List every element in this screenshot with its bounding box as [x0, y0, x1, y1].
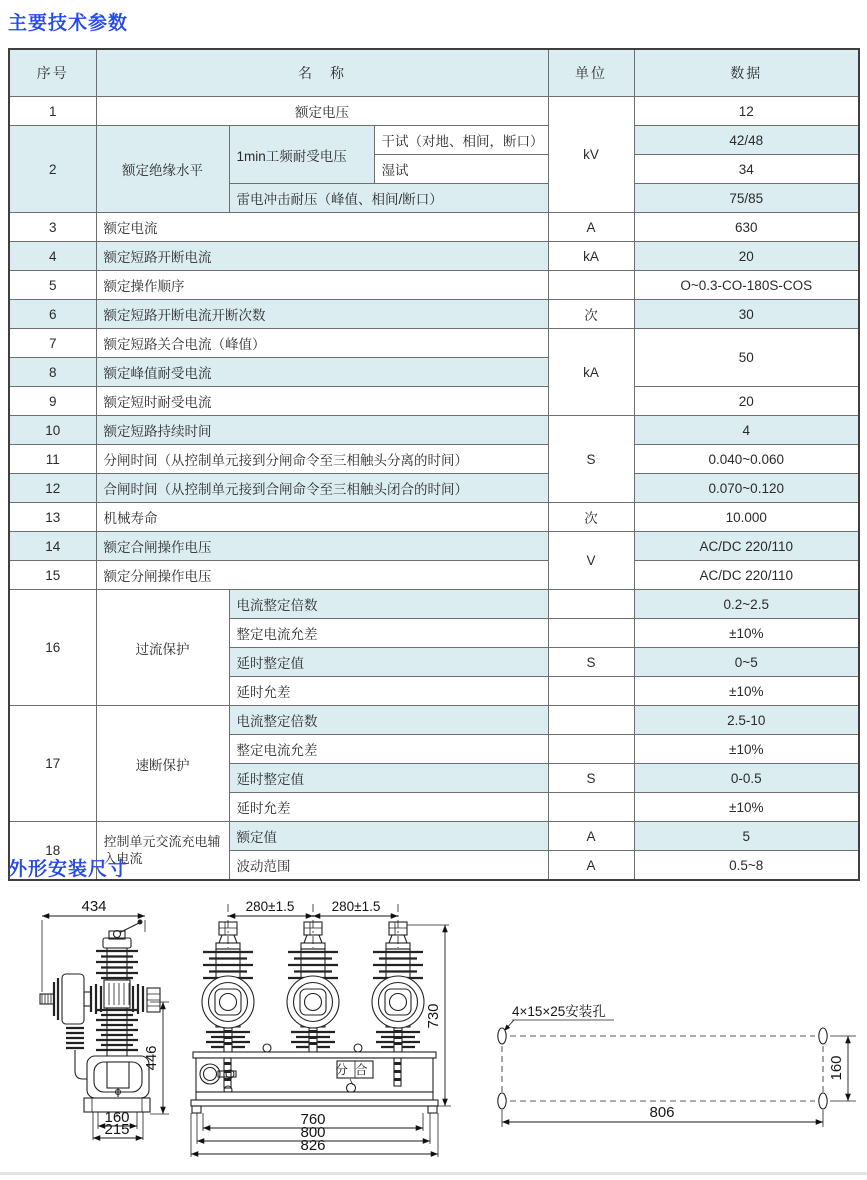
r16c-unit: S — [548, 648, 634, 677]
row-6 — [9, 300, 859, 329]
r13-data: 10.000 — [634, 503, 859, 532]
r17a-unit — [548, 706, 634, 735]
r8-name: 额定峰值耐受电流 — [96, 358, 548, 387]
r7-unit: kA — [548, 329, 634, 416]
mounting-dim-806: 806 — [649, 1104, 675, 1121]
r10-no: 10 — [9, 416, 96, 445]
r6-unit: 次 — [548, 300, 634, 329]
r17d-data: ±10% — [634, 793, 859, 822]
r12-data: 0.070~0.120 — [634, 474, 859, 503]
header-row — [9, 49, 859, 97]
r2-impulse-value: 75/85 — [634, 184, 859, 213]
r3-unit: A — [548, 213, 634, 242]
row-14 — [9, 532, 859, 561]
open-close-plate: 分合 — [335, 1063, 375, 1077]
r4-data: 20 — [634, 242, 859, 271]
r16c-name: 延时整定值 — [229, 648, 548, 677]
row-17a — [9, 706, 859, 735]
frame-housing — [191, 1044, 438, 1113]
r5-unit — [548, 271, 634, 300]
r14-unit: V — [548, 532, 634, 590]
page-title-parameters: 主要技术参数 — [8, 13, 129, 34]
r15-data: AC/DC 220/110 — [634, 561, 859, 590]
outline-dimension-drawings — [0, 890, 867, 1180]
page-title-dimensions: 外形安装尺寸 — [8, 859, 129, 880]
r10-name: 额定短路持续时间 — [96, 416, 548, 445]
r1-unit: kV — [548, 97, 634, 213]
row-10 — [9, 416, 859, 445]
r6-data: 30 — [634, 300, 859, 329]
front-dim-760: 760 — [300, 1111, 326, 1128]
r10-unit: S — [548, 416, 634, 503]
front-dim-800: 800 — [300, 1124, 326, 1141]
r16-no: 16 — [9, 590, 96, 706]
r18-no: 18 — [9, 822, 96, 881]
r2-dry-value: 42/48 — [634, 126, 859, 155]
r9-no: 9 — [9, 387, 96, 416]
r4-no: 4 — [9, 242, 96, 271]
r9-name: 额定短时耐受电流 — [96, 387, 548, 416]
r14-no: 14 — [9, 532, 96, 561]
r17d-unit — [548, 793, 634, 822]
side-view-drawing — [40, 898, 169, 1140]
r17b-name: 整定电流允差 — [229, 735, 548, 764]
side-dim-215: 215 — [104, 1121, 130, 1138]
side-dim-434: 434 — [81, 898, 107, 915]
r16-group: 过流保护 — [96, 590, 229, 706]
header-unit: 单位 — [548, 49, 634, 97]
r18a-unit: A — [548, 822, 634, 851]
r11-name: 分闸时间（从控制单元接到分闸命令至三相触头分离的时间） — [96, 445, 548, 474]
r2-wet-value: 34 — [634, 155, 859, 184]
row-15 — [9, 561, 859, 590]
r13-unit: 次 — [548, 503, 634, 532]
r16a-unit — [548, 590, 634, 619]
r5-name: 额定操作顺序 — [96, 271, 548, 300]
row-16a — [9, 590, 859, 619]
r17a-data: 2.5-10 — [634, 706, 859, 735]
r5-no: 5 — [9, 271, 96, 300]
row-3 — [9, 213, 859, 242]
page-bottom-divider — [0, 1172, 867, 1175]
r16d-name: 延时允差 — [229, 677, 548, 706]
r3-data: 630 — [634, 213, 859, 242]
r7-name: 额定短路关合电流（峰值） — [96, 329, 548, 358]
r11-no: 11 — [9, 445, 96, 474]
side-dim-446: 446 — [143, 1045, 160, 1071]
front-view-drawing — [191, 899, 451, 1157]
mounting-dim-160: 160 — [828, 1055, 845, 1081]
r17b-unit — [548, 735, 634, 764]
front-dim-826: 826 — [300, 1137, 326, 1154]
front-dim-280-1: 280±1.5 — [245, 899, 295, 914]
r1-data: 12 — [634, 97, 859, 126]
r6-no: 6 — [9, 300, 96, 329]
r18b-unit: A — [548, 851, 634, 881]
side-dim-160: 160 — [104, 1109, 130, 1126]
r14-name: 额定合闸操作电压 — [96, 532, 548, 561]
row-1 — [9, 97, 859, 126]
header-no: 序号 — [9, 49, 96, 97]
r2-impulse: 雷电冲击耐压（峰值、相间/断口） — [229, 184, 548, 213]
r7-no: 7 — [9, 329, 96, 358]
r16a-name: 电流整定倍数 — [229, 590, 548, 619]
row-7 — [9, 329, 859, 358]
r2-wet: 湿试 — [374, 155, 548, 184]
r16b-unit — [548, 619, 634, 648]
r16c-data: 0~5 — [634, 648, 859, 677]
r16b-data: ±10% — [634, 619, 859, 648]
r2-no: 2 — [9, 126, 96, 213]
row-12 — [9, 474, 859, 503]
r10-data: 4 — [634, 416, 859, 445]
r17d-name: 延时允差 — [229, 793, 548, 822]
r18b-data: 0.5~8 — [634, 851, 859, 881]
r1-name: 额定电压 — [96, 97, 548, 126]
mounting-hole-drawing — [498, 1003, 856, 1127]
r8-no: 8 — [9, 358, 96, 387]
r2-dry: 干试（对地、相间，断口） — [374, 126, 548, 155]
r3-name: 额定电流 — [96, 213, 548, 242]
r4-name: 额定短路开断电流 — [96, 242, 548, 271]
r18a-data: 5 — [634, 822, 859, 851]
r16a-data: 0.2~2.5 — [634, 590, 859, 619]
r4-unit: kA — [548, 242, 634, 271]
r17b-data: ±10% — [634, 735, 859, 764]
row-13 — [9, 503, 859, 532]
r18b-name: 波动范围 — [229, 851, 548, 881]
r17c-name: 延时整定值 — [229, 764, 548, 793]
r16d-unit — [548, 677, 634, 706]
row-2a — [9, 126, 859, 155]
front-dim-280-2: 280±1.5 — [331, 899, 381, 914]
row-5 — [9, 271, 859, 300]
r12-no: 12 — [9, 474, 96, 503]
front-dim-730: 730 — [425, 1003, 442, 1029]
r16d-data: ±10% — [634, 677, 859, 706]
r17-no: 17 — [9, 706, 96, 822]
header-data: 数据 — [634, 49, 859, 97]
r9-data: 20 — [634, 387, 859, 416]
r11-data: 0.040~0.060 — [634, 445, 859, 474]
r18-group: 控制单元交流充电辅入电流 — [96, 822, 229, 881]
r17c-data: 0-0.5 — [634, 764, 859, 793]
r14-data: AC/DC 220/110 — [634, 532, 859, 561]
row-9 — [9, 387, 859, 416]
header-name: 名 称 — [96, 49, 548, 97]
r15-no: 15 — [9, 561, 96, 590]
row-18a — [9, 822, 859, 851]
r2-group: 额定绝缘水平 — [96, 126, 229, 213]
r18a-name: 额定值 — [229, 822, 548, 851]
r17c-unit: S — [548, 764, 634, 793]
r6-name: 额定短路开断电流开断次数 — [96, 300, 548, 329]
mounting-hole-label: 4×15×25安装孔 — [512, 1004, 606, 1019]
r16b-name: 整定电流允差 — [229, 619, 548, 648]
r2-freq: 1min工频耐受电压 — [229, 126, 374, 184]
r17a-name: 电流整定倍数 — [229, 706, 548, 735]
r7-data: 50 — [634, 329, 859, 387]
r13-no: 13 — [9, 503, 96, 532]
r12-name: 合闸时间（从控制单元接到合闸命令至三相触头闭合的时间） — [96, 474, 548, 503]
r5-data: O~0.3-CO-180S-COS — [634, 271, 859, 300]
r1-no: 1 — [9, 97, 96, 126]
r3-no: 3 — [9, 213, 96, 242]
r17-group: 速断保护 — [96, 706, 229, 822]
row-11 — [9, 445, 859, 474]
r13-name: 机械寿命 — [96, 503, 548, 532]
spec-table — [8, 48, 860, 881]
r15-name: 额定分闸操作电压 — [96, 561, 548, 590]
row-4 — [9, 242, 859, 271]
